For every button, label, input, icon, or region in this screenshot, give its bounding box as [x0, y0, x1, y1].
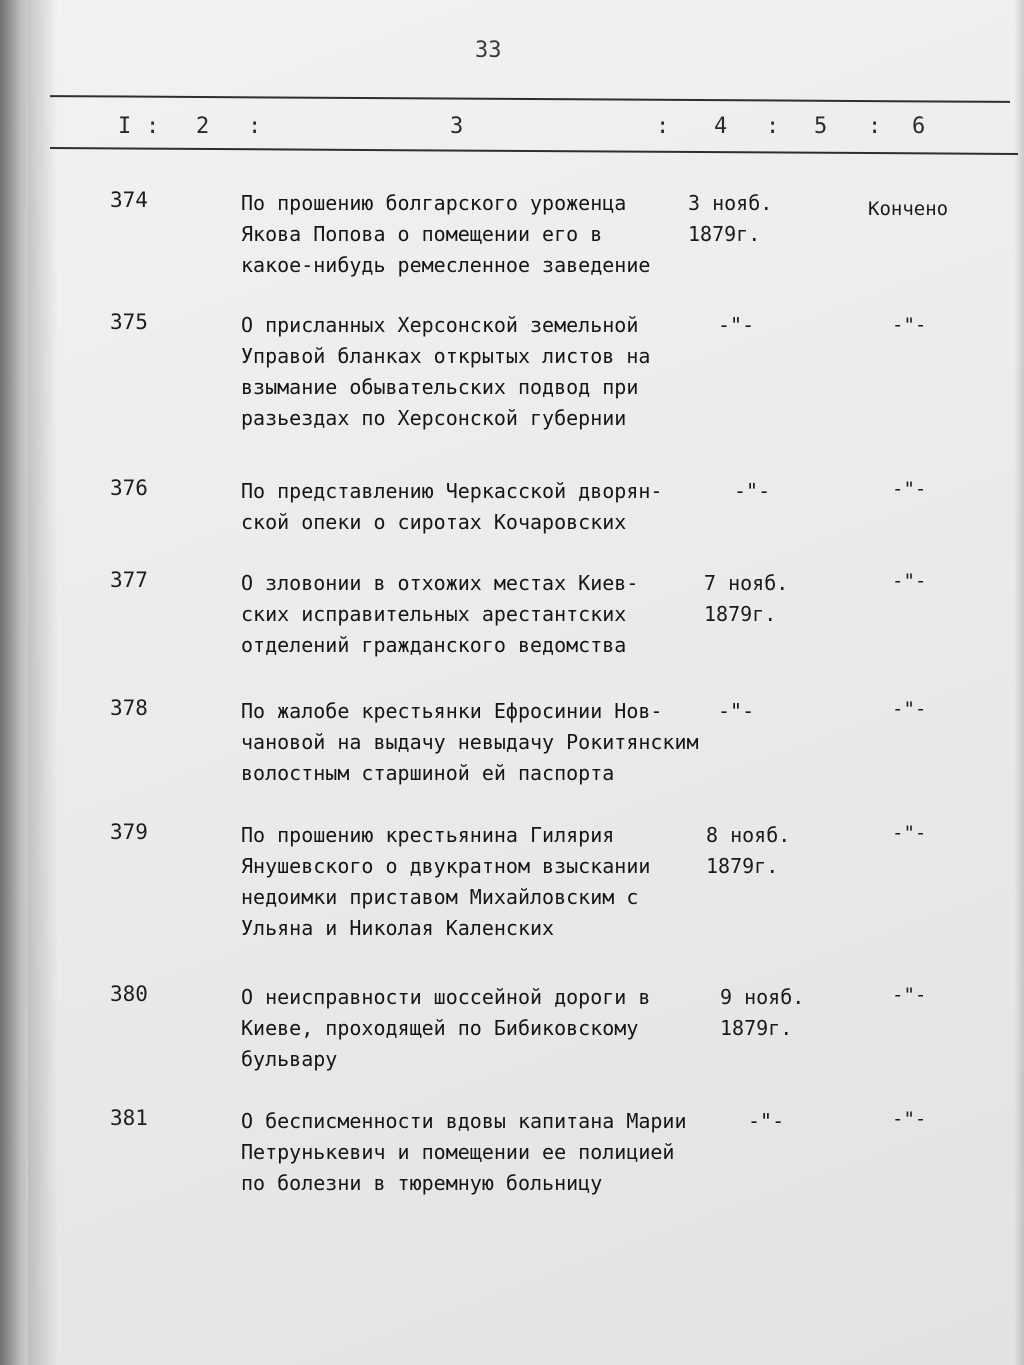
page-number: 33 — [475, 38, 502, 63]
description-line: Управой бланках открытых листов на — [241, 344, 651, 368]
description-line: О бесписменности вдовы капитана Марии — [241, 1109, 687, 1133]
record-date — [734, 476, 770, 507]
description-line: По жалобе крестьянки Ефросинии Нов- — [241, 699, 663, 723]
description-line: О неисправности шоссейной дороги в — [241, 985, 651, 1009]
record-date — [720, 982, 804, 1044]
description-line: Янушевского о двукратном взыскании — [241, 854, 651, 878]
record-number: 380 — [110, 982, 148, 1006]
column-separator: : — [766, 114, 780, 139]
record-description — [241, 476, 701, 538]
date-line: 9 нояб. — [720, 985, 805, 1009]
record-date — [718, 310, 754, 341]
record-status: -"- — [892, 570, 927, 592]
record-description — [241, 696, 701, 789]
description-line: по болезни в тюремную больницу — [241, 1171, 603, 1195]
record-number: 375 — [110, 310, 148, 334]
record-number: 381 — [110, 1106, 148, 1130]
record-number: 376 — [110, 476, 148, 500]
record-number: 379 — [110, 820, 148, 844]
description-line: По прошению болгарского уроженца — [241, 191, 627, 215]
description-line: О зловонии в отхожих местах Киев- — [241, 571, 639, 595]
description-line: Ульяна и Николая Каленских — [241, 916, 555, 940]
record-status: -"- — [892, 698, 927, 720]
date-line: -"- — [718, 313, 755, 337]
record-number: 377 — [110, 568, 148, 592]
column-header-1: I — [118, 114, 132, 139]
date-line: 1879г. — [688, 222, 761, 246]
description-line: Петрунькевич и помещении ее полицией — [241, 1140, 675, 1164]
date-line: 8 нояб. — [706, 823, 791, 847]
header-rule-bottom — [50, 147, 1018, 155]
record-date — [718, 696, 754, 727]
description-line: ской опеки о сиротах Кочаровских — [241, 510, 627, 534]
description-line: Якова Попова о помещении его в — [241, 222, 603, 246]
record-date — [688, 188, 772, 250]
record-description — [241, 820, 701, 944]
record-description — [241, 982, 701, 1075]
description-line: отделений гражданского ведомства — [241, 633, 627, 657]
column-separator: : — [146, 114, 160, 139]
record-status: Кончено — [868, 198, 949, 220]
description-line: По представлению Черкасской дворян- — [241, 479, 663, 503]
description-line: По прошению крестьянина Гилярия — [241, 823, 615, 847]
archive-page — [28, 0, 1024, 1365]
date-line: -"- — [718, 699, 755, 723]
record-status: -"- — [892, 1108, 927, 1130]
description-line: взымание обывательских подвод при — [241, 375, 639, 399]
record-date — [704, 568, 788, 630]
record-description — [241, 568, 701, 661]
column-header-6: 6 — [912, 114, 926, 139]
date-line: 1879г. — [704, 602, 777, 626]
date-line: 7 нояб. — [704, 571, 789, 595]
column-separator: : — [248, 114, 262, 139]
date-line: 3 нояб. — [688, 191, 773, 215]
record-number: 374 — [110, 188, 148, 212]
column-header-3: 3 — [450, 114, 464, 139]
date-line: -"- — [734, 479, 771, 503]
record-status: -"- — [892, 822, 927, 844]
column-header-4: 4 — [714, 114, 728, 139]
column-header-5: 5 — [814, 114, 828, 139]
column-separator: : — [868, 114, 882, 139]
record-number: 378 — [110, 696, 148, 720]
record-description — [241, 188, 701, 281]
header-rule-top — [50, 95, 1010, 103]
description-line: недоимки приставом Михайловским с — [241, 885, 639, 909]
description-line: Киеве, проходящей по Бибиковскому — [241, 1016, 639, 1040]
description-line: волостным старшиной ей паспорта — [241, 761, 615, 785]
description-line: бульвару — [241, 1047, 338, 1071]
date-line: 1879г. — [720, 1016, 793, 1040]
column-header-2: 2 — [196, 114, 210, 139]
record-date — [706, 820, 790, 882]
record-status: -"- — [892, 314, 927, 336]
date-line: 1879г. — [706, 854, 779, 878]
description-line: О присланных Херсонской земельной — [241, 313, 639, 337]
record-date — [748, 1106, 784, 1137]
description-line: ских исправительных арестантских — [241, 602, 627, 626]
description-line: какое-нибудь ремесленное заведение — [241, 253, 651, 277]
record-status: -"- — [892, 984, 927, 1006]
description-line: чановой на выдачу невыдачу Рокитянским — [241, 730, 699, 754]
page-edge — [1014, 0, 1024, 1365]
description-line: разьездах по Херсонской губернии — [241, 406, 627, 430]
record-description — [241, 1106, 701, 1199]
record-description — [241, 310, 701, 434]
date-line: -"- — [748, 1109, 785, 1133]
record-status: -"- — [892, 478, 927, 500]
column-separator: : — [656, 114, 670, 139]
